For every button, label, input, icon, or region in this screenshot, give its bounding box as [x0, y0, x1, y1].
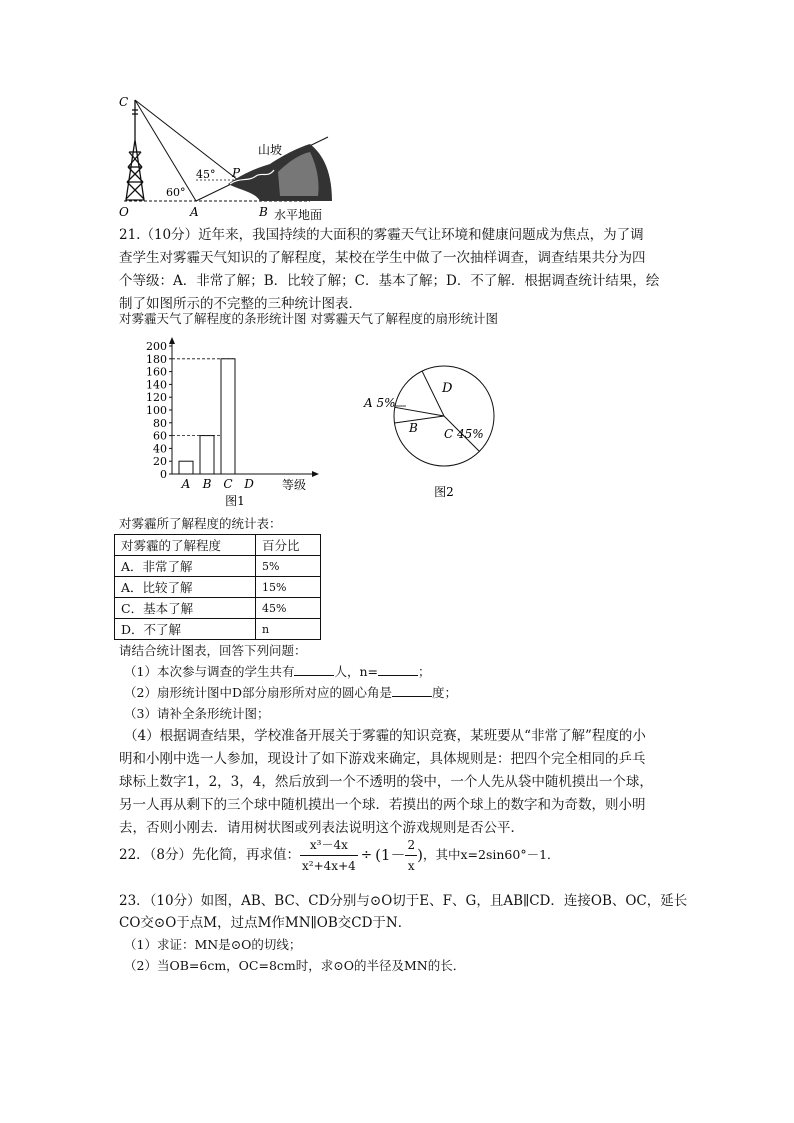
- q22-denominator-2: x: [407, 858, 415, 873]
- tower: [126, 100, 144, 200]
- q21-line-3: 个等级：A．非常了解；B．比较了解；C．基本了解；D．不了解．根据调查统计结果，绘: [119, 273, 660, 289]
- x-tick-label: C: [223, 477, 233, 491]
- label-p: P: [232, 166, 241, 180]
- q22-numerator-2: 2: [405, 835, 417, 856]
- sub1-text-b: 人，n=: [334, 664, 378, 679]
- q23-line-2: CO交⊙O于点M，过点M作MN∥OB交CD于N．: [119, 915, 412, 931]
- pie-label-c: C 45%: [444, 427, 484, 441]
- bar-c: [221, 359, 235, 474]
- table-row: [115, 598, 321, 619]
- blank-n: [378, 663, 418, 676]
- label-ground: 水平地面: [274, 208, 323, 222]
- chart-title: 图1: [225, 494, 245, 508]
- table-cell-percent: 15%: [256, 577, 321, 598]
- q22-paren-open: (1－: [375, 846, 406, 864]
- x-axis-label: 等级: [281, 478, 307, 492]
- x-tick-label: B: [202, 477, 212, 491]
- stats-table: [114, 534, 321, 640]
- y-tick-label: 20: [153, 455, 167, 469]
- table-header-level: 对雾霾的了解程度: [115, 535, 256, 556]
- q22-denominator-1: x²+4x+4: [302, 858, 356, 873]
- q21-sub-4-line-2: 明和小刚中选一人参加，现设计了如下游戏来确定，具体规则是：把四个完全相同的乒乓: [119, 751, 646, 767]
- table-cell-level: A．比较了解: [115, 577, 256, 598]
- q22-fraction-1: [300, 835, 358, 876]
- sub1-text-a: （1）本次参与调查的学生共有: [124, 664, 295, 679]
- q22-suffix: ，其中x=2sin60°－1．: [422, 847, 560, 862]
- y-tick-label: 180: [146, 352, 167, 366]
- q21-sub-1: [124, 662, 431, 682]
- chart-captions: 对雾霾天气了解程度的条形统计图 对雾霾天气了解程度的扇形统计图: [119, 311, 498, 326]
- y-tick-label: 100: [146, 404, 167, 417]
- bar-chart: [130, 334, 330, 510]
- sub2-text-a: （2）扇形统计图中D部分扇形所对应的圆心角是: [124, 685, 392, 700]
- q21-sub-4-line-3: 球标上数字1，2，3，4，然后放到一个不透明的袋中，一个人先从袋中随机摸出一个球，: [119, 774, 653, 790]
- pie-label-b: B: [409, 421, 418, 435]
- table-cell-level: A．非常了解: [115, 556, 256, 577]
- y-tick-label: 80: [153, 416, 167, 430]
- q21-sub-2: [124, 683, 457, 703]
- label-c: C: [119, 95, 129, 109]
- q22: [119, 838, 560, 872]
- blank-total: [294, 663, 334, 676]
- q21-prompt: 请结合统计图表，回答下列问题：: [119, 643, 307, 658]
- q23-sub-2: （2）当OB=6cm，OC=8cm时，求⊙O的半径及MN的长．: [124, 958, 466, 973]
- x-axis-arrow: [312, 471, 319, 477]
- table-title: 对雾霾所了解程度的统计表：: [119, 516, 282, 531]
- q23-sub-1: （1）求证：MN是⊙O的切线；: [124, 937, 302, 952]
- y-tick-label: 60: [153, 429, 167, 443]
- q21-line-4: 制了如图所示的不完整的三种统计图表．: [119, 296, 362, 312]
- sub2-text-b: 度；: [431, 685, 457, 700]
- q23-line-1: 23．（10分）如图，AB、BC、CD分别与⊙O切于E、F、G，且AB∥CD．连接OB、OC，延长: [119, 893, 688, 909]
- y-axis-arrow: [169, 337, 175, 344]
- table-cell-percent: n: [256, 619, 321, 640]
- q21-sub-3: （3）请补全条形统计图；: [124, 706, 270, 721]
- label-hill: 山坡: [258, 143, 283, 157]
- label-angle-45: 45°: [196, 168, 216, 181]
- y-tick-label: 40: [153, 442, 167, 456]
- tower-slope-figure: [110, 92, 350, 222]
- label-o: O: [119, 205, 129, 219]
- y-tick-label: 200: [146, 340, 167, 353]
- table-cell-percent: 45%: [256, 598, 321, 619]
- label-b: B: [259, 205, 268, 219]
- bar-b: [200, 436, 214, 474]
- q21-line-1: 21.（10分）近年来，我国持续的大面积的雾霾天气让环境和健康问题成为焦点，为了调: [119, 227, 644, 243]
- q22-fraction-2: [405, 835, 417, 876]
- y-tick-label: 120: [146, 391, 167, 405]
- q22-paren-close: ): [417, 846, 423, 864]
- pie-label-d: D: [442, 381, 453, 396]
- pie-chart: [356, 358, 506, 508]
- table-row: [115, 619, 321, 640]
- y-tick-label: 0: [160, 468, 167, 481]
- table-cell-percent: 5%: [256, 556, 321, 577]
- y-tick-label: 140: [146, 378, 167, 392]
- line-cp: [135, 100, 238, 180]
- y-tick-label: 160: [146, 365, 167, 379]
- blank-angle: [392, 684, 432, 697]
- table-row: [115, 556, 321, 577]
- label-angle-60: 60°: [166, 186, 186, 199]
- table-header-row: [115, 535, 321, 556]
- q21-line-2: 查学生对雾霾天气知识的了解程度，某校在学生中做了一次抽样调查，调查结果共分为四: [119, 250, 646, 266]
- q22-numerator-1: x³－4x: [300, 835, 358, 856]
- q22-divide: ÷: [360, 847, 373, 863]
- q21-sub-4-line-1: （4）根据调查结果，学校准备开展关于雾霾的知识竞赛，某班要从“非常了解”程度的小: [124, 728, 646, 744]
- x-tick-label: D: [244, 477, 254, 491]
- x-tick-label: A: [181, 477, 191, 491]
- table-header-percent: 百分比: [256, 535, 321, 556]
- sub1-text-c: ；: [418, 664, 431, 679]
- q21-sub-4-line-5: 去，否则小刚去．请用树状图或列表法说明这个游戏规则是否公平．: [119, 820, 524, 836]
- table-cell-level: D．不了解: [115, 619, 256, 640]
- label-a: A: [190, 205, 199, 219]
- table-cell-level: C．基本了解: [115, 598, 256, 619]
- table-row: [115, 577, 321, 598]
- q21-sub-4-line-4: 另一人再从剩下的三个球中随机摸出一个球．若摸出的两个球上的数字和为奇数，则小明: [119, 797, 646, 813]
- q22-prefix: 22．（8分）先化简，再求值：: [119, 847, 301, 863]
- chart-title: 图2: [434, 485, 454, 499]
- bar-a: [179, 461, 193, 474]
- pie-label-a: A 5%: [364, 396, 396, 410]
